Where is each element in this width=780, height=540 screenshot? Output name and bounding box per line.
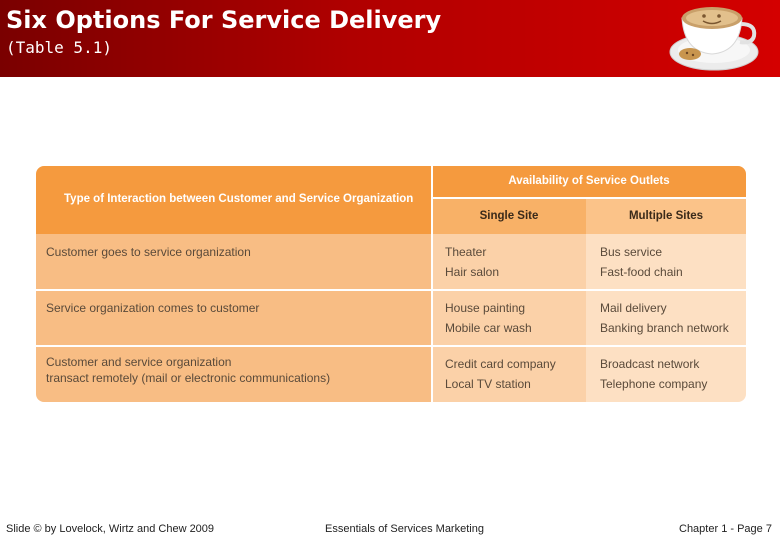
slide-header	[0, 0, 780, 77]
table-header-multiple-label: Multiple Sites	[628, 210, 704, 222]
footer-page-number: Chapter 1 - Page 7	[679, 523, 772, 535]
slide-title: Six Options For Service Delivery	[6, 6, 442, 34]
cell-text: Broadcast network	[600, 357, 700, 371]
table-divider	[36, 345, 746, 347]
cell-text: Hair salon	[445, 265, 500, 279]
cell-text: Local TV station	[445, 377, 531, 391]
cell-text: Bus service	[600, 245, 663, 259]
table-header-interaction-label: Type of Interaction between Customer and Service Organization	[64, 193, 414, 205]
cell-text: Mobile car wash	[445, 321, 532, 335]
footer-copyright: Slide © by Lovelock, Wirtz and Chew 2009	[6, 523, 215, 535]
table-header-single-site	[432, 198, 586, 234]
table-header-availability	[432, 166, 746, 198]
cell-text: Fast-food chain	[600, 265, 683, 279]
row-interaction-text: Customer goes to service organization	[46, 245, 251, 259]
table-cell-multiple	[586, 346, 746, 402]
slide-subtitle: (Table 5.1)	[6, 38, 112, 57]
cell-text: Mail delivery	[600, 301, 667, 315]
table-cell-single	[432, 290, 586, 346]
cell-text: Telephone company	[600, 377, 708, 391]
cell-text: Banking branch network	[600, 321, 729, 335]
row-interaction-text: transact remotely (mail or electronic communications)	[46, 371, 331, 385]
footer-course-title: Essentials of Services Marketing	[325, 523, 484, 535]
cell-text: Credit card company	[445, 357, 556, 371]
table-row	[36, 290, 432, 346]
cell-text: Theater	[445, 245, 487, 259]
row-interaction-text: Customer and service organization	[46, 355, 232, 369]
table-cell-multiple	[586, 234, 746, 290]
table-divider	[36, 289, 746, 291]
row-interaction-text: Service organization comes to customer	[46, 301, 260, 315]
table-cell-single	[432, 234, 586, 290]
table-cell-multiple	[586, 290, 746, 346]
table-header-multiple-sites	[586, 198, 746, 234]
table-header-single-label: Single Site	[479, 210, 539, 222]
table-divider	[431, 166, 433, 402]
coffee-cup-icon	[664, 0, 764, 76]
table-header-interaction	[36, 166, 432, 234]
table-row	[36, 234, 432, 290]
table-cell-single	[432, 346, 586, 402]
cell-text: House painting	[445, 301, 526, 315]
table-row	[36, 346, 432, 402]
table-header-availability-label: Availability of Service Outlets	[508, 175, 670, 187]
table-divider	[432, 197, 746, 199]
service-delivery-table	[36, 166, 746, 402]
